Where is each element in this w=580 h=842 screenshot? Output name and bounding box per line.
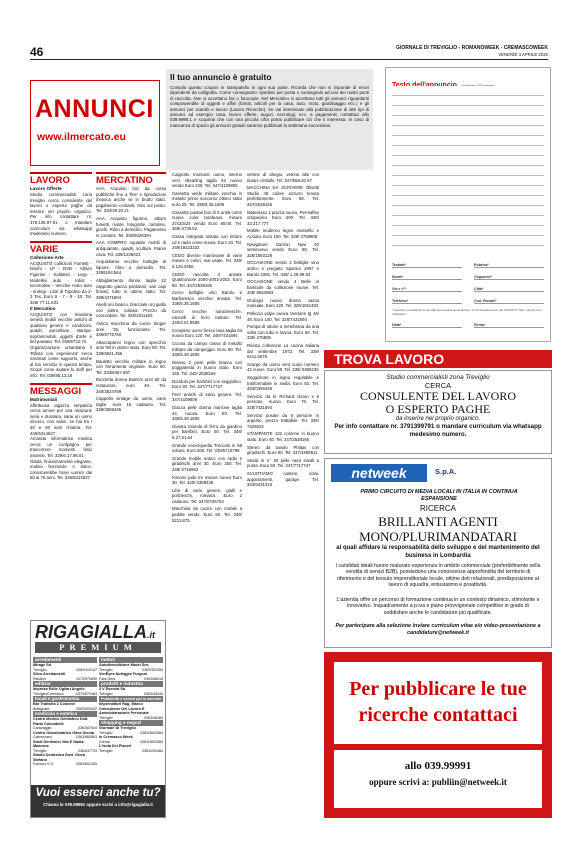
publish-headline-box	[334, 662, 542, 744]
field-firma[interactable]: Firma*	[474, 323, 544, 328]
classified-ad: Giacca pelle donna marrone taglia 44, nuova. Euro 60. Tel. 335/5.35.1805	[172, 404, 242, 422]
classified-ad: Cerco bottiglie vino Barolo e Barbaresco vecchie annate. Tel. 335/5.35.1805	[172, 290, 242, 307]
field-testata[interactable]: Testata*	[392, 263, 462, 268]
mercatino-ad: AAA Acquisto figurine, album fumetti, riviste, fotografie, cartoline, giochi. Ritiro a domicilio. Pagamento in contanti. Tel. 338/5028394	[96, 215, 166, 238]
rg-listing[interactable]: Silvo Arredamenti Pandino 0373/970890	[33, 672, 97, 681]
classified-ad: CEDO diverse mantovane di varie misure e colori, mai usate. Tel. 349/ 5.125.0456	[172, 252, 242, 269]
lavoro-subheading: Lavoro Offerte	[30, 186, 62, 191]
classified-ad: Cerco vecchie saracinesche, cancelli in ferro battuto. Tel. 340/4.01.8585	[172, 309, 242, 326]
rg-listing[interactable]: Studio Dentistico Dott. Gessi Stefano Fornovo S.G. 0363/801405	[33, 753, 97, 766]
mercatino-ad: Cappello vintage da uomo, varie taglie, euro 15 cadauno. Tel. 339/3559436	[96, 396, 166, 413]
trova-role-2: O ESPERTO PAGHE	[385, 402, 491, 416]
classified-ad: Materasso 1 piazza nuovo, Permaflex ortopedico Euro 200. Tel. 340/ 33.217.777	[247, 209, 319, 226]
classified-ad: Giostra rotonda di ferro da giardino per bambini. Euro 50. Tel. 348/ 5.27.51.64	[172, 423, 242, 440]
mercatino-ad: Anelli oro bianco, bracciale oro giallo con pietre, collana. Prezzo da concordare. Tel. 328/1811483	[96, 302, 166, 319]
rg-listing[interactable]: Autodemolizione Mazzi Snc Treviglio 0363/302355	[99, 663, 163, 672]
varie-ad-2: ACQUISTO con massima serietà mobili vecchie antichi di qualsiasi genere e condizioni, quadri, porcellane, stampe, soprammobili, oggetti d'arte e del passato. Tel. 039/6732.73	[30, 311, 92, 345]
classified-ad: Macchina da cucire con mobile a pedale vendo. Euro 50. Tel. 349/ 5211.875	[172, 506, 242, 523]
classified-ad: Servizio posate da 6 persone in argento, prezzo trattabile. Tel. 335/ 7325622	[247, 412, 319, 429]
netweek-mono: MONO/PLURIMANDATARI	[359, 529, 517, 544]
classified-ad: Pompa di ottone a membrana da una volta con tubo e lancia. Euro 60. Tel. 335/ 375806	[247, 324, 319, 341]
netweek-logo	[331, 464, 427, 482]
classified-ad: SVUOTIAMO cantine, solai, appartamenti, garage. Tel. 333/6431316	[247, 470, 319, 488]
varie-heading: VARIE	[30, 241, 92, 255]
free-ad-body: Compila questo coupon in stampatello in ogni sua parte. Ricorda che non si risponde di errori dipendenti da calligrafia. Come consegnarlo: spedisci per posta o consegnalo ad uno dei nostri punti di raccolta. Non si accettano fax o fotocopie. Nel Mercatino si accettano tutti gli annunci riguardanti compravendite di oggetti e affini (forniti, articoli per la casa, auto, moto, giardinaggio ecc.) e gli annunci per scambi e lavoro (Lavoro Ricerche). Se vai interessato alla pubblicazione di altri tipi di annunci ad esempio casa, lavoro offerte, auguri, necrologi, ecc. a pagamento contattaci allo 039.9999.1 e scoprirai che con una piccola cifra potrai pubblicare ciò che ti interessa. In caso di mancanza di spazio gli annunci gratuiti saranno pubblicati la settimana successiva.	[170, 85, 369, 128]
netweek-candidati: I candidati ideali hanno maturato esperienza in ambito commerciale (preferibilmente nella vendita di servizi B2B), possiedono una conoscenza approfondita del territorio di riferimento e del tessuto imprenditoriale locale, ottime doti relazionali, predisposizione al lavoro di squadra, entusiasmo e proattività.	[335, 563, 541, 589]
rg-section: arredamenti	[33, 657, 97, 663]
rg-listing[interactable]: 3 V Esercia Sa Treviglio 0363/45340	[99, 687, 163, 696]
mercatino-ad: AAA COMPRO squadre mobili di antiquariato, quadri, sculture. Pianin cava. Tel. 339/1236023	[96, 240, 166, 257]
classified-ad: Libri di vario genere, gialli e polizieschi, romanzi. Euro 2 cadauno. Tel. 347/0706754	[172, 487, 242, 504]
rg-listing[interactable]: VenEyes Noleggio Furgoni Fara Gera 0363/68018	[99, 672, 163, 681]
mercatino-ad: Antica macchina da cucire Singer anni '30, funzionante. Tel. 339/9776760	[96, 321, 166, 338]
column-ads-3	[172, 172, 242, 818]
netweek-primo: PRIMO CIRCUITO DI MEDIA LOCALI IN ITALIA IN CONTINUA ESPANSIONE	[360, 489, 518, 502]
rigagialla-right	[99, 657, 163, 753]
classified-ad: Kimono judo tre misure nuovo Euro 30. Tel. 320/ 0359436	[172, 474, 242, 486]
classified-ad: Mobile moderno legno massello e Acciaio. Euro 150. Tel. 339/ 3758906	[247, 228, 319, 239]
publish-contact-box	[334, 750, 542, 808]
classified-ad: Completo uomo fresco lana taglia 54 nuovo Euro 120. Tel. 349/7431694	[172, 327, 242, 339]
trova-studio: Studio commercialisti zona Treviglio	[386, 374, 490, 381]
rg-listing[interactable]: Centro Medico Dentistico Dott. Fabio Colombelli Caravaggio 0363/87544	[33, 717, 97, 730]
classified-ad: Cassette postali box di 5 unità come nuove color bordeaux, misure 37x33x24 vendo Euro 80,00. Tel. 368/ 6735.62	[172, 209, 242, 232]
publish-phone[interactable]: allo 039.99991	[404, 760, 472, 772]
trova-lavoro-ad	[324, 370, 552, 454]
trova-lavoro-banner	[324, 350, 552, 368]
rigagialla-left	[33, 657, 97, 767]
lavoro-ad-1: Studio commercialisti zona treviglio cerca consulente del lavoro o esperto paghe da inserire nel proprio organico. Per info contattare nr. 379.139.97.91 o mandare curriculum via whatsapp medesimo numero.	[30, 192, 92, 237]
rg-section: Pubblicità e servizi per le aziende	[101, 697, 162, 701]
mercatino-ad: AAA Acquisto bici da corsa pubbliche fino a 'fine' e riproduzioni d'epoca anche se in brutto stato, pagamento contanti, ritiro sul posto. Tel. 333/39.20.21	[96, 186, 166, 214]
rg-listing[interactable]: Studi Dentistici Vita E Nadia Mazzone Treviglio 0363/47733	[33, 739, 97, 753]
field-cognome[interactable]: Cognome*	[474, 275, 544, 280]
trova-inserire: da inserire nel proprio organico.	[395, 416, 481, 422]
page-header	[30, 44, 548, 60]
rg-section: motori	[99, 657, 163, 663]
mercatino-heading: MERCATINO	[96, 172, 166, 186]
rg-section: edilizia	[33, 681, 97, 687]
classified-ad: Dondolo per bambini con seggiolino. Euro 30. Tel. 347/7717747	[172, 378, 242, 390]
classified-ad: Scarpe da uomo vero cuoio numero 42 nuove. Euro 50. Tel. 338/ 0359436	[247, 361, 319, 373]
classified-ad: Rivista collezione La cucina italiana dal settembre 1972. Tel. 339/ 6211.5678	[247, 343, 319, 360]
classified-ad: Seggiolone in legno regolabile e trasformabile in sedia. Euro 50. Tel. 320/0359436	[247, 375, 319, 392]
varie-subheading-2: Il Mercatino	[30, 305, 56, 311]
rg-listing[interactable]: Giornale Di Treviglio Treviglio 0363/3602564	[99, 726, 163, 735]
classified-ad: Grande enciclopedia Treccani in 58 volumi. Euro 500. Tel. 339/5716798	[172, 442, 242, 454]
field-data[interactable]: Data*	[392, 323, 462, 328]
coupon-privacy: * Autorizzo al trattamento dei dati personali ai sensi dell'art. 13 del Regolamento UE 2016/679. Tutti i campi sono obbligatori.	[392, 308, 542, 316]
rigagialla-cta-title: Vuoi esserci anche tu?	[35, 787, 161, 799]
mercatino-ad: Abbigliamento donna taglia 42 cappotto giacca pantaloni, vari capi firmati, tutto in ottimo stato. Tel. 389/4471804	[96, 277, 166, 300]
rigagialla-box	[30, 620, 166, 818]
classified-ad: CEDO raccolta 3 annate Quattroruote 2000-2002-2003. Euro 60. Tel. 347/2538166	[172, 271, 242, 288]
trova-cerca: CERCA	[424, 381, 452, 390]
issue-date: VENERDÌ 3 APRILE 2020	[498, 52, 548, 57]
netweek-spa: S.p.A.	[435, 467, 457, 476]
netweek-logo-text: netweek	[351, 465, 407, 481]
classified-ad: STAMPANTE 132 colonne in buono stato. Euro 40. Tel. 347/2538166	[247, 431, 319, 442]
classified-ad: Ferri antichi di vario genere. Tel. 347/4109806	[172, 391, 242, 403]
mercatino-ad: Attaccapanni legno con specchio anni '50 in ottimo stato. Euro 80. Tel. 339/9621.456	[96, 339, 166, 357]
classified-ad: Pelliccia volpe nuova Verdone tg 46/ 48. Euro 100. Tel. 328/7431694	[247, 311, 319, 322]
annunci-title: ANNUNCI	[35, 95, 154, 123]
field-citta[interactable]: Città*	[474, 287, 544, 292]
netweek-ad	[324, 458, 552, 648]
classified-ad: Grande mobile antico con radio e giradischi anni 30. Euro 250. Tel. 349/ 5716953	[172, 455, 242, 472]
field-nome[interactable]: Nome*	[392, 275, 462, 280]
free-ad-box	[166, 69, 373, 170]
column-lavoro	[30, 172, 92, 614]
classified-ad: Cappotto montone uomo, interno vero shearling taglia 52 nuovo vendo Euro 230. Tel. 347/4109806	[172, 172, 242, 189]
classified-ad: Cassa integrata tostata con lettore cd e radio come nuova. Euro 40. Tel. 349/19223332	[172, 233, 242, 251]
varie-ad-1: ACQUISTO collezioni Fumetti - Dischi - LP - DVD - Album Figurine - Soldatini - Lego - Modellini auto - robot - locomotive - Vecchie moto auto - orologi - Libri di Topolino da 2-3 Tex. Euro 6 - 7 - 8 - 10. Tel. 328/ 77.11.831	[30, 260, 92, 305]
publish-ad	[324, 652, 552, 818]
rg-listing[interactable]: Centro Odontoiatrico Gava Dicola Calvenzano 0363/860863	[33, 730, 97, 739]
netweek-ricerca: RICERCA	[419, 504, 456, 513]
lavoro-heading: LAVORO	[30, 172, 92, 186]
trova-info: Per info contattare nr. 3791399791 o mandare curriculum via whatsapp medesimo numero.	[334, 423, 542, 438]
publish-line-1: Per pubblicare le tue	[349, 678, 527, 700]
classified-ad: vetrine di ciliegio, vetrine alte con ripiani cristallo. Tel. 347/558.20.57	[247, 172, 319, 183]
publication-name: GIORNALE DI TREVIGLIO - ROMANOWEEK - CREMASCOWEEK	[396, 45, 548, 51]
field-via[interactable]: Via e n°*	[392, 287, 462, 292]
rg-listing[interactable]: In Cremasco Week Crema 0363/3602569	[99, 735, 163, 744]
field-rubrica[interactable]: Rubrica*	[474, 263, 544, 268]
mercatino-ad: Acquistiamo vecchie bottiglie di liquore, ritiro a domicilio. Tel. 3495184.564	[96, 259, 166, 276]
messaggi-ad-2: Amanda informatrice medica cerca un compagno per trascorrere momenti felici insieme. Tel. 329/6.17.98.01	[30, 436, 92, 458]
ad-coupon	[385, 67, 551, 342]
rigagialla-premium: PREMIUM	[35, 642, 161, 653]
rg-section: locali e gastronomia	[33, 696, 97, 702]
rigagialla-suffix: .it	[147, 630, 155, 640]
classified-ad: OCCASIONE vendo 4 Belle in bambole da collezione nuove. Tel. 349/ 8663983	[247, 279, 319, 296]
publish-line-2: ricerche contattaci	[358, 704, 518, 726]
page-number: 46	[30, 45, 44, 59]
trova-role-1: CONSULENTE DEL LAVORO	[360, 389, 516, 403]
publish-email[interactable]: oppure scrivi a: publiin@netweek.it	[369, 777, 507, 787]
netweek-offre: L'azienda offre un percorso di formazione continua in un contesto dinamico, stimolante e innovativo. Inquadramento a p.iva e piano provvigionale competitivo in grado di soddisfare anche le candidature più qualificate.	[336, 597, 540, 616]
rigagialla-title: RIGAGIALLA	[35, 622, 147, 642]
classified-ad: Stereo da tavolo Philips con giradischi. Euro 90. Tel. 347/1699511	[247, 444, 319, 456]
classified-ad: Navigatore Garmin Nuvi 40 seminuovo vendo Euro 80. Tel. 328/1893128	[247, 241, 319, 258]
classified-ad: Cassetta verde militare vecchia in metallo primo soccorso ottimo stato euro 25. Tel. 335/5.35.1805	[172, 190, 242, 207]
rg-listing[interactable]: Imprenditori Rag. Marco Consulenze Del Lavoro E Amministrazione Personale Treviglio 0363/46469	[99, 702, 163, 720]
annunci-banner	[30, 80, 160, 166]
mercatino-ad: Bicicletta donna Bianchi anni 60 da restaurare, euro 40. Tel. 340/3524789	[96, 377, 166, 394]
netweek-affida: ai quali affidare la responsabilità dello sviluppo e del mantenimento del business in Lombardia	[336, 545, 540, 559]
rg-section: medicina e estetica	[33, 711, 97, 717]
varie-subheading-1: Collezione-Arte	[30, 254, 64, 260]
rg-listing[interactable]: L'Isola Dei Piaceri Treviglio 0363/200484	[99, 744, 163, 753]
coupon-fields	[392, 263, 544, 328]
varie-ad-3: Organizzazione umanitaria il 'Rifiuto con esperienza' cerca volontari come supporto, anche al tuo servizio in questo tempo. Scopri come aiutare lo staff per info: Tel. 039/85.13.18	[30, 345, 92, 379]
column-mercatino	[96, 172, 166, 614]
trova-lavoro-title: TROVA LAVORO	[334, 351, 445, 367]
free-ad-title: Il tuo annuncio è gratuito	[170, 72, 272, 82]
annunci-site[interactable]: www.ilmercato.eu	[37, 131, 126, 143]
rigagialla-logo	[31, 621, 165, 655]
rg-listing[interactable]: Bar Trattoria 2 Colonne Antegnate 0363/905452	[33, 702, 97, 711]
rg-listing[interactable]: Mirage Srl Treviglio 0363/410147	[33, 663, 97, 672]
classified-ad: Divano 2 posti pelle bianca con poggiatesta in buono stato. Euro 150. Tel. 340/ 2538166	[172, 359, 242, 376]
rg-section: shopping e negozi	[99, 720, 163, 726]
classified-ad: Cucina da campo cassa di metallo militare da campeggio. Euro 80. Tel. 335/5.35.1805	[172, 341, 242, 358]
field-telefono[interactable]: Telefono*	[392, 299, 462, 304]
mercatino-ad: Bauletto vecchio militare in legno con ferramenta originale. Euro 60. Tel. 333/6457.897	[96, 358, 166, 375]
netweek-brillanti: BRILLANTI AGENTI	[378, 514, 498, 529]
rigagialla-cta	[31, 785, 165, 817]
classified-ad: MACCHINA DA SCRIVERE Olivetti Studio 46 colore azzurro tenuta perfettamente. Euro 50. Tel. 347/2538166	[247, 185, 319, 207]
rigagialla-cta-contact[interactable]: Chiama lo 039.99991 oppure scrivi a info@rigagialla.it	[43, 802, 153, 807]
rg-section: prodotti e industria	[99, 681, 163, 687]
classified-ad: Servizio da tè Richard Ginori x 6 persone, nuovo. Euro 70. Tel. 328/7431694	[247, 393, 319, 410]
field-cod-fiscale[interactable]: Cod. Fiscale*	[474, 299, 544, 304]
messaggi-heading: MESSAGGI	[30, 383, 92, 397]
messaggi-ad-3: Giada, finissimamente elegante, motivo femminile e dolce, conoscerebbe bravi uomini dai 50 ai 70 anni. Tel. 346/5314637	[30, 458, 92, 481]
netweek-contatti[interactable]: Per partecipare alla selezione inviare curriculum vitae e/o video-presentazione a candidature@netweek.it	[335, 623, 541, 636]
column-ads-4	[247, 172, 319, 818]
rg-listing[interactable]: Impresa Edile Ogliari Angelo Treviglio/Cremasco 0373/870463	[33, 687, 97, 696]
classified-ad: Orologio nuovo donna cassa manuale. Euro 120. Tel. 328/1811483	[247, 297, 319, 309]
classified-ad: OCCASIONE vendo 2 bottiglie vino antico e pregiato Spanna 1967 e Barolo 1981. Tel. 349/ 1.28.99.83	[247, 260, 319, 277]
classified-ad: Stivali in n° 40 pelle nera stivali a punta. Euro 50. Tel. 347/7717747	[247, 457, 319, 469]
messaggi-ad-1: Affettuosa ragazza simpatica cerca amore per una relazione seria e duratura, sarai un uomo sincero, con valori, se hai tra i 40 e 60 anni chiama. Tel. 346/5314637	[30, 402, 92, 436]
messaggi-subheading: Matrimoniali	[30, 396, 58, 402]
coupon-text-lines[interactable]	[392, 86, 544, 246]
